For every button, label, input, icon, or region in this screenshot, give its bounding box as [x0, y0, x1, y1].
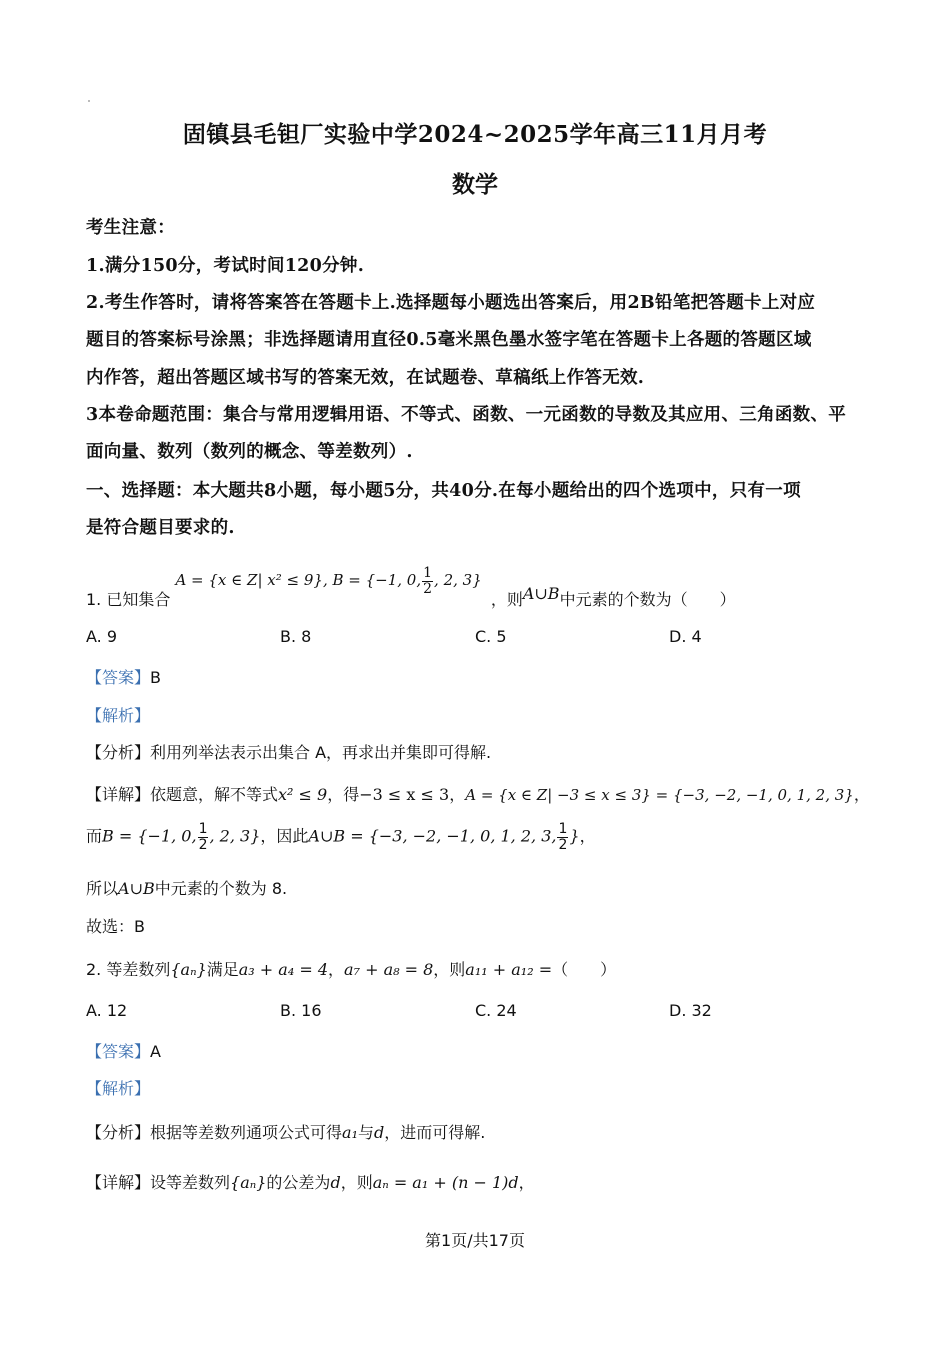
q1-sets — [175, 565, 482, 597]
q2-eq2: a₇ + a₈ = 8 — [344, 960, 434, 979]
q2-cond-b: ，则 — [433, 960, 466, 979]
q1-line2-union: A∪B = {−3, −2, −1, 0, 1, 2, 3, — [308, 826, 557, 846]
q2-detail-b: 的公差为 — [266, 1173, 331, 1192]
q1-line3-a: 所以 — [86, 879, 119, 898]
q2-fenxi-a1: a₁ — [342, 1123, 358, 1142]
q2-option-d: D. 32 — [669, 1001, 712, 1020]
q1-detail-a: 依题意，解不等式 — [150, 785, 279, 804]
q1-line2-a: 而 — [86, 826, 103, 846]
q1-answer-value: B — [150, 668, 161, 687]
q1-line2-frac-1-den: 2 — [198, 836, 208, 853]
section-1-line-2: 是符合题目要求的. — [86, 518, 235, 538]
q1-detail-b: ，得 — [327, 785, 360, 804]
q2-detail-c: ，则 — [340, 1173, 373, 1192]
q2-option-a: A. 12 — [86, 1001, 128, 1020]
q2-answer-tag: 【答案】 — [86, 1042, 151, 1061]
q1-line2-set-b: B = {−1, 0, — [102, 826, 197, 846]
q2-detail — [86, 1170, 535, 1193]
q1-detail-ineq: x² ≤ 9 — [278, 785, 328, 804]
q1-choice: 故选：B — [86, 917, 145, 936]
q1-detail-c: ， — [449, 785, 466, 804]
notice-item-3-line-1: 3本卷命题范围：集合与常用逻辑用语、不等式、函数、一元函数的导数及其应用、三角函数、平 — [86, 405, 847, 425]
q1-analysis-tag: 【解析】 — [86, 706, 151, 725]
q1-frac-half — [422, 566, 433, 596]
q2-option-c: C. 24 — [475, 1001, 517, 1020]
q1-line2-set-b-tail: , 2, 3} — [209, 826, 261, 846]
q1-set-a: A = {x ∈ Z| x² ≤ 9}, B = {−1, 0, — [175, 571, 422, 590]
q2-cond-a: 满足 — [206, 960, 239, 979]
q2-suffix: （ ） — [552, 960, 617, 979]
q2-answer-value: A — [150, 1042, 161, 1061]
q1-line2-end: } — [569, 826, 580, 846]
q1-detail-line-3 — [86, 876, 287, 899]
q1-line2-frac-2 — [557, 822, 568, 852]
q2-sep: ， — [328, 960, 345, 979]
q2-fenxi — [86, 1120, 485, 1143]
page-number: 第1页/共17页 — [425, 1231, 525, 1250]
q1-union: A∪B — [522, 584, 560, 604]
q1-option-c: C. 5 — [475, 627, 507, 646]
q1-detail-line-1 — [86, 782, 870, 805]
q1-detail-tag: 【详解】 — [86, 785, 151, 804]
q1-fenxi-tag: 【分析】 — [86, 743, 151, 762]
q1-detail-d: ， — [853, 785, 870, 804]
subject-title: 数学 — [452, 171, 498, 198]
q2-fenxi-tag: 【分析】 — [86, 1123, 151, 1142]
q1-frac-num: 1 — [423, 565, 433, 581]
notice-item-1: 1.满分150分，考试时间120分钟. — [86, 256, 365, 276]
q2-detail-formula: aₙ = a₁ + (n − 1)d — [372, 1173, 519, 1192]
question-1-stem — [86, 565, 736, 616]
q1-option-b: B. 8 — [280, 627, 312, 646]
notice-heading: 考生注意： — [86, 218, 175, 238]
q1-line3-union: A∪B — [118, 879, 155, 898]
q1-option-a: A. 9 — [86, 627, 118, 646]
q2-eq1: a₃ + a₄ = 4 — [238, 960, 329, 979]
q2-seq: {aₙ} — [170, 960, 207, 979]
q2-fenxi-and: 与 — [357, 1123, 374, 1142]
corner-mark — [88, 100, 90, 102]
q1-line2-frac-2-den: 2 — [558, 836, 568, 853]
q1-fenxi — [86, 740, 491, 763]
q2-detail-end: ， — [518, 1173, 535, 1192]
notice-item-2-line-3: 内作答，超出答题区域书写的答案无效，在试题卷、草稿纸上作答无效. — [86, 368, 645, 388]
q1-line2-frac-1-num: 1 — [198, 821, 208, 837]
q2-detail-seq: {aₙ} — [230, 1173, 267, 1192]
q1-suffix: 中元素的个数为（ ） — [559, 590, 736, 610]
q1-answer-tag: 【答案】 — [86, 668, 151, 687]
notice-item-3-line-2: 面向量、数列（数列的概念、等差数列）. — [86, 442, 413, 462]
q1-answer — [86, 665, 161, 688]
q2-fenxi-d: d — [374, 1123, 385, 1142]
q2-prefix: 2. 等差数列 — [86, 960, 171, 979]
q1-detail-line-2 — [86, 822, 596, 852]
q1-line2-frac-1 — [198, 822, 209, 852]
q2-detail-a: 设等差数列 — [150, 1173, 231, 1192]
q1-set-b-tail: , 2, 3} — [434, 571, 482, 590]
section-1-line-1: 一、选择题：本大题共8小题，每小题5分，共40分.在每小题给出的四个选项中，只有一项 — [86, 481, 801, 501]
q1-detail-set: A = {x ∈ Z| −3 ≤ x ≤ 3} = {−3, −2, −1, 0, 1, 2, 3} — [465, 786, 854, 804]
q1-fenxi-text: 利用列举法表示出集合 A，再求出并集即可得解. — [150, 743, 492, 762]
q2-target: a₁₁ + a₁₂ = — [465, 960, 553, 979]
q1-line2-frac-2-num: 1 — [558, 821, 568, 837]
q2-detail-d: d — [330, 1173, 341, 1192]
q2-fenxi-b: ，进而可得解. — [384, 1123, 486, 1142]
q1-line2-mid: ，因此 — [260, 826, 309, 846]
q2-option-b: B. 16 — [280, 1001, 322, 1020]
q1-detail-range: −3 ≤ x ≤ 3 — [359, 785, 450, 804]
q1-prefix: 1. 已知集合 — [86, 590, 171, 610]
question-2-stem — [86, 957, 616, 980]
q1-line2-comma: ， — [579, 826, 596, 846]
q1-mid: ，则 — [490, 590, 523, 610]
q2-detail-tag: 【详解】 — [86, 1173, 151, 1192]
q2-analysis-tag: 【解析】 — [86, 1079, 151, 1098]
q1-line3-b: 中元素的个数为 8. — [154, 879, 288, 898]
q1-option-d: D. 4 — [669, 627, 702, 646]
q1-frac-den: 2 — [423, 580, 433, 597]
q2-answer — [86, 1039, 161, 1062]
notice-item-2-line-2: 题目的答案标号涂黑；非选择题请用直径0.5毫米黑色墨水签字笔在答题卡上各题的答题区域 — [86, 330, 812, 350]
notice-item-2-line-1: 2.考生作答时，请将答案答在答题卡上.选择题每小题选出答案后，用2B铅笔把答题卡上对应 — [86, 293, 816, 313]
exam-title: 固镇县毛钽厂实验中学2024~2025学年高三11月月考 — [182, 121, 768, 148]
q2-fenxi-a: 根据等差数列通项公式可得 — [150, 1123, 343, 1142]
